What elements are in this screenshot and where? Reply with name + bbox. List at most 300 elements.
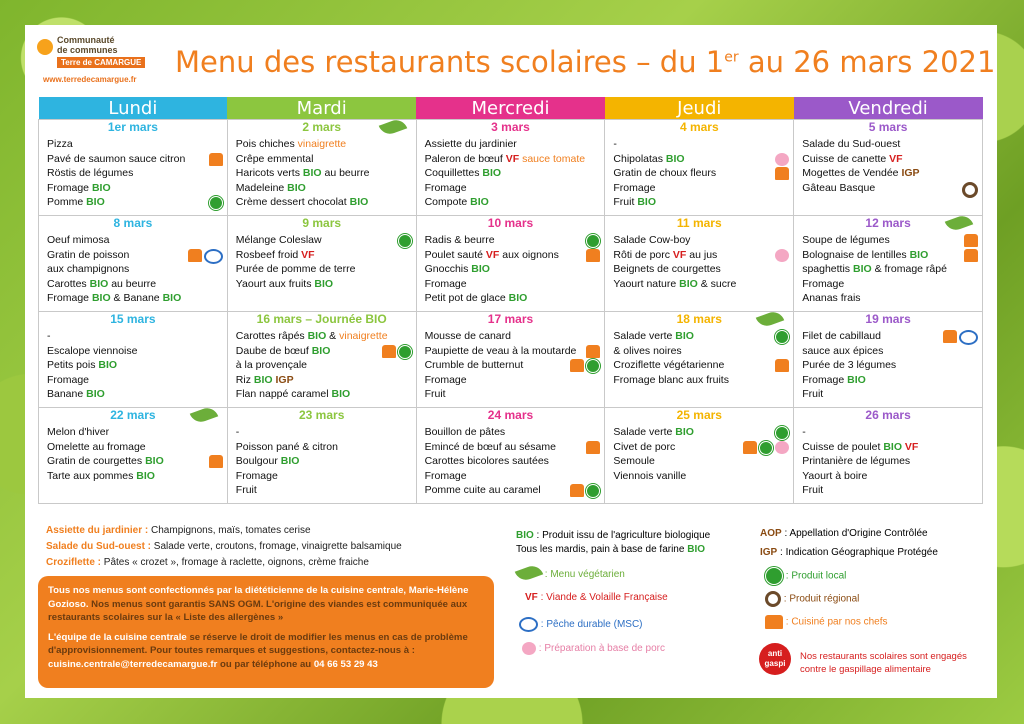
menu-item — [47, 344, 219, 359]
item-text: Fruit — [802, 484, 824, 496]
menu-item — [613, 181, 785, 196]
item-text: Fromage — [47, 373, 90, 386]
menu-item — [236, 262, 408, 277]
cell-date: 23 mars — [299, 408, 345, 422]
menu-item — [802, 387, 974, 402]
logo-url: www.terredecamargue.fr — [43, 75, 137, 84]
bio-label: BIO — [331, 388, 351, 400]
cell-date: 5 mars — [868, 120, 908, 134]
menu-item — [47, 373, 219, 388]
item-text: Fromage — [47, 181, 92, 194]
item-note: sauce tomate — [519, 152, 586, 165]
icon-group — [570, 484, 600, 499]
day-cell — [227, 312, 416, 408]
icon-group — [775, 153, 789, 168]
item-text: Coquillettes — [424, 167, 483, 179]
menu-item — [802, 152, 974, 167]
menu-item — [425, 152, 597, 167]
menu-item — [425, 137, 597, 152]
logo — [37, 33, 147, 93]
chef-hat-icon — [775, 167, 789, 180]
cell-date: 3 mars — [491, 120, 530, 134]
logo-line-1: Communauté — [57, 35, 115, 45]
item-text: Viennois vanille — [613, 469, 687, 482]
item-text: Mogettes de Vendée — [802, 167, 902, 179]
cell-date: 1er mars — [107, 120, 158, 134]
item-text: Fruit — [424, 388, 446, 400]
menu-item — [425, 291, 597, 306]
legend-bio-text: : Produit issu de l'agriculture biologique — [533, 530, 711, 541]
week-row — [39, 312, 983, 408]
basket-icon — [775, 330, 789, 344]
item-text: Rôti de porc — [613, 248, 673, 261]
item-text: & sucre — [697, 277, 737, 290]
bio-label: BIO — [280, 455, 300, 467]
item-text: Mélange Coleslaw — [235, 234, 322, 246]
item-text: Yaourt aux fruits — [235, 277, 315, 290]
item-text: - — [47, 330, 51, 342]
item-text: Crème dessert chocolat — [235, 196, 350, 208]
menu-item — [802, 233, 974, 248]
menu-items — [39, 423, 227, 503]
menu-item — [47, 262, 219, 277]
menu-item — [425, 277, 597, 292]
menu-item — [425, 440, 597, 455]
bio-label: BIO — [883, 440, 902, 453]
day-cell — [794, 408, 983, 504]
menu-item — [613, 233, 785, 248]
item-text: Purée de 3 légumes — [802, 359, 897, 371]
item-text: Pois chiches — [235, 138, 298, 150]
chef-hat-icon — [743, 441, 757, 454]
vf-label: VF — [672, 248, 687, 261]
menu-item — [47, 454, 219, 469]
menu-item — [613, 152, 785, 167]
menu-item — [613, 344, 785, 359]
item-text: Semoule — [613, 455, 655, 467]
item-text: Yaourt à boire — [802, 469, 868, 482]
menu-item — [236, 483, 408, 498]
menu-items — [417, 327, 605, 407]
menu-items — [39, 231, 227, 311]
menu-items — [605, 327, 793, 407]
menu-items — [228, 327, 416, 407]
item-text: à la provençale — [235, 359, 308, 371]
item-text: Croziflette végétarienne — [613, 359, 725, 371]
title-main: Menu des restaurants scolaires – du 1 — [175, 45, 725, 79]
menu-item — [802, 137, 974, 152]
bio-label: BIO — [852, 263, 872, 275]
menu-item — [613, 195, 785, 210]
item-text: Fromage — [802, 373, 848, 386]
item-text: Poulet sauté — [424, 248, 486, 261]
menu-item — [425, 425, 597, 440]
menu-item — [236, 277, 408, 292]
item-text: Compote — [424, 196, 471, 208]
vf-label: VF — [904, 440, 919, 453]
icon-group — [964, 249, 978, 264]
menu-item — [802, 358, 974, 373]
anti-gaspi-text: anti gaspi — [764, 649, 786, 668]
info-text: Tous nos menus sont confectionnés par la diététicienne de la cuisine centrale, Marie-Hélène Gozioso. — [48, 585, 469, 610]
menu-items — [794, 231, 982, 311]
menu-item — [425, 166, 597, 181]
email-link[interactable]: cuisine.centrale@terredecamargue.fr — [48, 658, 218, 670]
item-text: Radis & beurre — [424, 234, 495, 246]
legend-vf-key: VF — [525, 592, 538, 603]
chef-hat-icon — [943, 330, 957, 343]
item-text: Paupiette de veau à la moutarde — [424, 344, 577, 357]
day-cell — [416, 408, 605, 504]
logo-line-3: Terre de CAMARGUE — [57, 57, 145, 68]
phone-number: 04 66 53 29 43 — [311, 658, 378, 670]
bio-label: BIO — [287, 181, 306, 194]
legend-gaspi-2: contre le gaspillage alimentaire — [800, 664, 931, 675]
item-text: Salade du Sud-ouest — [802, 138, 901, 150]
menu-item — [236, 181, 408, 196]
menu-item — [802, 344, 974, 359]
info-text: ou par téléphone au — [217, 658, 312, 670]
item-text: & Banane — [110, 292, 163, 304]
icon-group — [743, 441, 789, 456]
menu-item — [613, 166, 785, 181]
item-text: - — [613, 138, 617, 150]
menu-item — [802, 425, 974, 440]
icon-group — [586, 441, 600, 456]
item-text: Crêpe emmental — [235, 152, 314, 165]
cell-date: 24 mars — [487, 408, 534, 422]
menu-item — [613, 137, 785, 152]
bio-label: BIO — [679, 277, 698, 290]
menu-item — [425, 454, 597, 469]
pig-icon — [775, 249, 789, 262]
day-cell — [605, 408, 794, 504]
icon-group — [382, 345, 412, 360]
icon-group — [775, 330, 789, 345]
menu-items — [228, 231, 416, 311]
day-cell — [416, 312, 605, 408]
menu-item — [236, 166, 408, 181]
day-header: Mardi — [227, 97, 416, 120]
item-text: Omelette au fromage — [47, 440, 146, 453]
glossary-text: Salade verte, croutons, fromage, vinaigrette balsamique — [151, 541, 402, 552]
item-text: Cuisse de canette — [802, 152, 890, 165]
item-text: Fromage — [802, 277, 845, 290]
page-title — [175, 45, 995, 79]
bio-label: BIO — [311, 344, 331, 357]
item-text: Poisson pané & citron — [235, 440, 338, 453]
item-text: - — [235, 426, 240, 438]
item-text: Salade Cow-boy — [613, 234, 691, 246]
chef-hat-icon — [586, 345, 600, 358]
menu-item — [47, 440, 219, 455]
leaf-icon — [515, 563, 544, 583]
item-text: Röstis de légumes — [47, 167, 134, 179]
basket-icon — [586, 359, 600, 373]
item-text: Civet de porc — [613, 440, 676, 453]
title-rest: au 26 mars 2021 — [738, 45, 996, 79]
item-text: Pomme cuite au caramel — [424, 484, 541, 496]
menu-item — [425, 195, 597, 210]
menu-item — [802, 166, 974, 181]
bio-label: BIO — [136, 469, 155, 482]
legend-local: : Produit local — [785, 570, 847, 582]
basket-icon — [586, 234, 600, 248]
menu-item — [47, 469, 219, 484]
menu-item — [425, 387, 597, 402]
item-text: Pomme — [47, 196, 87, 208]
cell-date: 12 mars — [865, 216, 911, 230]
bio-label: BIO — [86, 388, 105, 400]
item-note: vinaigrette — [339, 330, 388, 342]
legend-gaspi-1: Nos restaurants scolaires sont engagés — [800, 651, 967, 662]
menu-item — [236, 358, 408, 373]
legend-vf-text: : Viande & Volaille Française — [540, 592, 668, 603]
item-text: aux champignons — [47, 263, 130, 275]
item-text: Pavé de saumon sauce citron — [47, 152, 186, 165]
item-text: Escalope viennoise — [47, 344, 138, 357]
day-cell — [227, 216, 416, 312]
bio-label: BIO — [675, 426, 694, 438]
menu-item — [236, 425, 408, 440]
chef-hat-icon — [775, 359, 789, 372]
item-text: Fromage — [424, 373, 467, 386]
menu-item — [425, 373, 597, 388]
item-text: Pizza — [47, 138, 73, 150]
item-text: spaghettis — [802, 263, 853, 275]
bio-label: BIO — [349, 196, 369, 208]
bio-label: BIO — [665, 152, 685, 165]
bio-label: BIO — [162, 292, 182, 304]
cell-date: 15 mars — [110, 312, 156, 326]
menu-item — [802, 454, 974, 469]
bio-label: BIO — [91, 292, 111, 304]
legend-aop-key: AOP — [760, 528, 782, 539]
icon-group — [570, 359, 600, 374]
cell-date: 8 mars — [113, 216, 153, 230]
legend-bread-bio: BIO — [687, 544, 705, 555]
menu-item — [802, 291, 974, 306]
chef-hat-icon — [964, 234, 978, 247]
menu-item — [425, 469, 597, 484]
menu-item — [47, 425, 219, 440]
day-header: Lundi — [39, 97, 228, 120]
item-text: Bolognaise de lentilles — [802, 248, 910, 261]
icon-group — [209, 196, 223, 211]
bio-label: BIO — [482, 167, 502, 179]
location-pin-icon — [962, 182, 978, 198]
glossary-key: Croziflette : — [46, 557, 101, 568]
cell-date: 9 mars — [302, 216, 342, 230]
igp-label: IGP — [275, 373, 294, 386]
menu-item — [802, 277, 974, 292]
menu-item — [236, 387, 408, 402]
item-text: Crumble de butternut — [424, 359, 524, 371]
chef-hat-icon — [570, 484, 584, 497]
vf-label: VF — [301, 248, 315, 261]
menu-items — [39, 135, 227, 215]
cell-date: 10 mars — [487, 216, 534, 230]
basket-icon — [586, 484, 600, 498]
basket-icon — [775, 426, 789, 440]
chef-hat-icon — [188, 249, 202, 262]
item-text: Oeuf mimosa — [47, 234, 110, 246]
icon-group — [188, 249, 223, 264]
item-text: Petit pot de glace — [424, 292, 509, 304]
icon-group — [586, 234, 600, 249]
menu-item — [47, 195, 219, 210]
chef-hat-icon — [586, 249, 600, 262]
day-cell — [794, 312, 983, 408]
item-text: Gratin de poisson — [47, 248, 130, 261]
item-text: Fromage — [47, 292, 92, 304]
menu-item — [425, 181, 597, 196]
legend-veg: : Menu végétarien — [544, 569, 625, 580]
week-row — [39, 408, 983, 504]
item-text: Haricots verts — [235, 167, 303, 179]
week-row — [39, 216, 983, 312]
item-text: aux oignons — [499, 248, 559, 261]
glossary-item — [46, 541, 402, 557]
item-note: vinaigrette — [297, 138, 347, 150]
cell-date: 22 mars — [110, 408, 156, 422]
item-text: & olives noires — [613, 344, 682, 357]
menu-items — [228, 135, 416, 215]
legend-bio-key: BIO — [516, 530, 534, 541]
day-cell — [794, 120, 983, 216]
day-header: Jeudi — [605, 97, 794, 120]
day-header: Mercredi — [416, 97, 605, 120]
menu-item — [47, 277, 219, 292]
day-cell — [227, 120, 416, 216]
bio-label: BIO — [471, 263, 490, 275]
menu-item — [47, 152, 219, 167]
menu-item — [425, 262, 597, 277]
menu-item — [425, 329, 597, 344]
basket-icon — [209, 196, 223, 210]
item-text: au beurre — [108, 277, 157, 290]
bio-label: BIO — [314, 277, 334, 290]
menu-item — [47, 166, 219, 181]
bio-label: BIO — [253, 373, 273, 386]
chef-hat-icon — [586, 441, 600, 454]
item-text: sauce aux épices — [802, 344, 884, 357]
cell-date: 25 mars — [676, 408, 722, 422]
icon-group — [586, 345, 600, 360]
bio-label: BIO — [909, 248, 929, 261]
menu-items — [794, 327, 982, 407]
day-cell — [416, 120, 605, 216]
menu-items — [417, 231, 605, 311]
item-text: Boulgour — [235, 455, 281, 467]
glossary-text: Champignons, maïs, tomates cerise — [148, 525, 311, 536]
menu-item — [236, 152, 408, 167]
menu-item — [236, 248, 408, 263]
bio-label: BIO — [470, 196, 489, 208]
menu-item — [613, 373, 785, 388]
pig-icon — [775, 153, 789, 166]
menu-item — [47, 387, 219, 402]
menu-item — [236, 329, 408, 344]
location-pin-icon — [765, 591, 781, 607]
icon-group — [209, 153, 223, 168]
menu-item — [47, 329, 219, 344]
item-text: Mousse de canard — [424, 330, 511, 342]
fish-icon — [959, 330, 978, 345]
menu-items — [794, 423, 982, 503]
pig-icon — [775, 441, 789, 454]
item-text: Chipolatas — [613, 152, 666, 165]
item-text: Fromage — [424, 469, 467, 482]
bio-label: BIO — [86, 196, 105, 208]
item-text: Banane — [47, 388, 87, 400]
vf-label: VF — [485, 248, 500, 261]
item-text: Fromage — [235, 469, 278, 482]
menu-item — [802, 440, 974, 455]
cell-date: 18 mars — [676, 312, 722, 326]
item-text: Gâteau Basque — [802, 181, 876, 194]
menu-item — [236, 233, 408, 248]
glossary-text: Pâtes « crozet », fromage à raclette, oignons, crème fraiche — [101, 557, 369, 568]
cell-date: 4 mars — [679, 120, 719, 134]
menu-item — [236, 373, 408, 388]
item-text: Beignets de courgettes — [613, 263, 721, 275]
info-text: se réserve le droit de modifier les menus en cas de problème d'approvisionnement. Pour toutes remarques et suggestions, contactez-nous à : — [48, 631, 468, 656]
day-cell — [39, 312, 228, 408]
legend-aop-text: : Appellation d'Origine Contrôlée — [781, 528, 928, 539]
logo-line-2: de communes — [57, 45, 118, 55]
title-sup: er — [724, 49, 739, 66]
legend-msc: : Pêche durable (MSC) — [540, 619, 643, 631]
bio-label: BIO — [89, 277, 109, 290]
day-cell — [39, 216, 228, 312]
item-text: Fromage — [424, 277, 467, 290]
menu-table — [38, 97, 983, 504]
item-text: Petits pois — [47, 359, 99, 371]
item-text: Bouillon de pâtes — [424, 426, 506, 438]
item-text: Carottes râpés — [235, 330, 308, 342]
icon-group — [775, 249, 789, 264]
menu-item — [47, 137, 219, 152]
icon-group — [964, 234, 978, 249]
vf-label: VF — [889, 152, 903, 165]
item-text: Fromage — [613, 181, 656, 194]
menu-items — [794, 135, 982, 215]
chef-hat-icon — [382, 345, 396, 358]
menu-item — [425, 344, 597, 359]
chef-hat-icon — [209, 153, 223, 166]
item-text: Gnocchis — [424, 263, 472, 275]
legend-regional: : Produit régional — [783, 593, 860, 605]
bio-label: BIO — [508, 292, 528, 304]
day-cell — [605, 216, 794, 312]
legend-chefs: : Cuisiné par nos chefs — [785, 616, 888, 628]
item-text: Salade verte — [613, 330, 676, 342]
info-text: Nos menus sont garantis SANS OGM. — [88, 598, 264, 610]
menu-item — [425, 233, 597, 248]
menu-item — [47, 358, 219, 373]
item-text: Daube de bœuf — [235, 344, 312, 357]
item-text: Printanière de légumes — [802, 455, 911, 467]
bio-label: BIO — [847, 373, 866, 386]
item-text: Fruit — [802, 388, 824, 400]
legend-bread-text: Tous les mardis, pain à base de farine — [516, 544, 688, 555]
item-text: Gratin de courgettes — [47, 455, 146, 467]
bio-label: BIO — [302, 167, 322, 179]
item-text: Ananas frais — [802, 292, 861, 304]
menu-item — [802, 373, 974, 388]
item-text: & — [326, 330, 340, 342]
